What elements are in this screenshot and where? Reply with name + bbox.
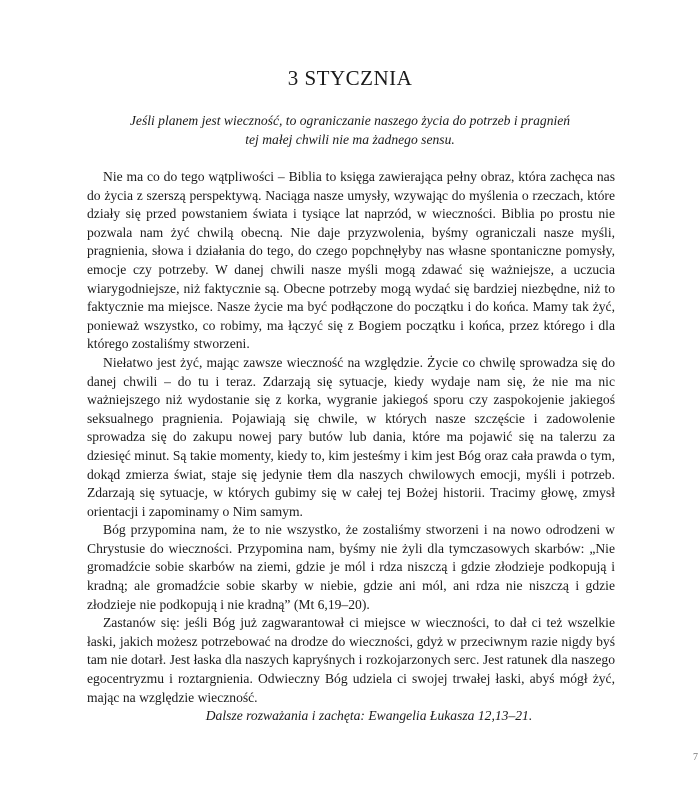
paragraph-4: Zastanów się: jeśli Bóg już zagwarantował ci miejsce w wieczności, to dał ci też wszelkie łaski, jakich możesz potrzebować na drodze do wieczności, gdyż w przeciwnym razie nigdy byś tam nie dotarł. Jest łaska dla naszych kapryśnych i rozkojarzonych serc. Jest ratunek dla naszego egocentryzmu i roztargnienia. Odwieczny Bóg udziela ci swojej trwałej łaski, abyś mógł żyć, mając na względzie wieczność. <box>87 615 615 705</box>
motto-line-2: tej małej chwili nie ma żadnego sensu. <box>245 132 455 147</box>
paragraph-1: Nie ma co do tego wątpliwości – Biblia to księga zawierająca pełny obraz, która zachęca nas do życia z szerszą perspektywą. Naciąga nasze umysły, wzywając do myślenia o rzeczach, które działy się przed powstaniem świata i tysiące lat naprzód, w wieczności. Biblia po prostu nie pozwala nam żyć chwilą obecną. Nie daje przyzwolenia, byśmy ograniczali nasze myśli, pragnienia, słowa i działania do tego, do czego popchnęłyby nas własne spontaniczne pomysły, emocje czy potrzeby. W danej chwili nasze myśli mogą zdawać się ważniejsze, a uczucia wiarygodniejsze, niż faktycznie są. Obecne potrzeby mogą wydać się bardziej niezbędne, niż to faktycznie ma miejsce. Nasze życie ma być podłączone do początku i do końca. Mamy tak żyć, ponieważ wszystko, co robimy, ma łączyć się z Bogiem początku i końca, przez którego i dla którego zostaliśmy stworzeni. <box>87 169 615 352</box>
scripture-reference: Dalsze rozważania i zachęta: Ewangelia Łukasza 12,13–21. <box>205 708 533 724</box>
motto-line-1: Jeśli planem jest wieczność, to ograniczanie naszego życia do potrzeb i pragnień <box>129 113 571 128</box>
page-title: 3 STYCZNIA <box>287 66 413 90</box>
paragraph-3: Bóg przypomina nam, że to nie wszystko, że zostaliśmy stworzeni i na nowo odrodzeni w Chrystusie do wieczności. Przypomina nam, byśmy nie żyli dla tymczasowych skarbów: „Nie gromadźcie sobie skarbów na ziemi, gdzie je mól i rdza niszczą i gdzie złodzieje podkopują i kradną; ale gromadźcie sobie skarby w niebie, gdzie ani mól, ani rdza nie niszczą i gdzie złodzieje nie podkopują i nie kradną” (Mt 6,19–20). <box>87 522 615 612</box>
paragraph-2: Niełatwo jest żyć, mając zawsze wieczność na względzie. Życie co chwilę sprowadza się do danej chwili – do tu i teraz. Zdarzają się sytuacje, kiedy wydaje nam się, że nie ma nic ważniejszego niż wydostanie się z korka, wygranie jakiegoś sporu czy zaspokojenie jakiegoś seksualnego pragnienia. Pojawiają się chwile, w których nasze szczęście i zadowolenie sprowadza się do zakupu nowej pary butów lub dania, które ma pojawić się na talerzu za dziesięć minut. Są takie momenty, kiedy to, kim jesteśmy i kim jest Bóg oraz cała prawda o tym, dokąd zmierza świat, staje się jedynie tłem dla naszych chwilowych emocji, myśli i potrzeb. Zdarzają się sytuacje, w których gubimy się w całej tej Bożej historii. Tracimy głowę, zmysł orientacji i zapominamy o Nim samym. <box>87 354 615 519</box>
body-text <box>87 168 615 726</box>
motto <box>100 111 600 149</box>
page-number: 7 <box>693 752 698 763</box>
